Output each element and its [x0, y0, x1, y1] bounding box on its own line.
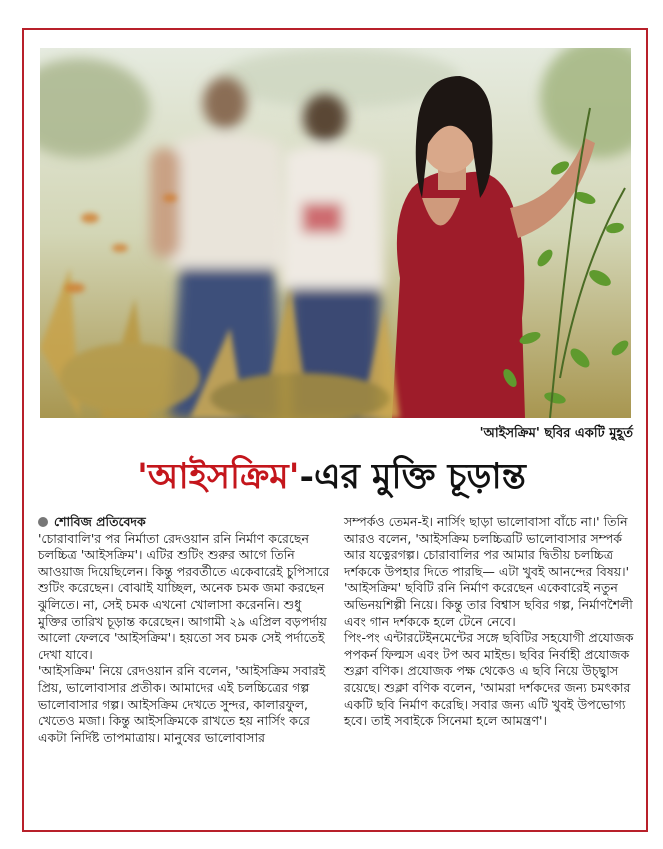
article-photo [40, 48, 631, 418]
right-column [344, 514, 639, 730]
right-paragraph: 'আইসক্রিম' ছবিটি রনি নির্মাণ করেছেন একেবারেই নতুন অভিনয়শিল্পী নিয়ে। কিন্তু তার বিশ্বাস ছবির গল্প, নির্মাণশৈলী এবং গান দর্শককে হলে টেনে নেবে। [344, 580, 633, 629]
filled-circle-icon [38, 517, 48, 527]
photo-caption: 'আইসক্রিম' ছবির একটি মুহূর্ত [479, 426, 633, 441]
right-paragraph: পিং-পং এন্টারটেইনমেন্টের সঙ্গে ছবিটির সহযোগী প্রযোজক পপকর্ন ফিল্মস এবং টপ অব মাইন্ড। ছবির নির্বাহী প্রযোজক শুক্লা বণিক। প্রযোজক পক্ষ থেকেও এ ছবি নিয়ে উচ্ছ্বাস রয়েছে। শুক্লা বণিক বলেন, 'আমরা দর্শকদের জন্য চমৎকার একটি ছবি নির্মাণ করেছি। সবার জন্য এটি খুবই উপভোগ্য হবে। তাই সবাইকে সিনেমা হলে আমন্ত্রণ'। [344, 630, 634, 729]
headline-rest: -এর মুক্তি চূড়ান্ত [299, 456, 526, 497]
left-paragraph: 'চোরাবালি'র পর নির্মাতা রেদওয়ান রনি নির্মাণ করেছেন চলচ্চিত্র 'আইসক্রিম'। এটির শুটিং শুরুর আগে তিনি আওয়াজ দিয়েছিলেন। কিন্তু পরবর্তীতে একেবারেই চুপিসারে শুটিং করেছেন। বোঝাই যাচ্ছিল, অনেক চমক জমা করছেন ঝুলিতে। না, সেই চমক এখনো খোলাসা করেননি। শুধু মুক্তির তারিখ চূড়ান্ত করেছেন। আগামী ২৯ এপ্রিল বড়পর্দায় আলো ফেলবে 'আইসক্রিম'। হয়তো সব চমক সেই পর্দাতেই দেখা যাবে। [38, 530, 330, 662]
left-paragraph: 'আইসক্রিম' নিয়ে রেদওয়ান রনি বলেন, 'আইসক্রিম সবারই প্রিয়, ভালোবাসার প্রতীক। আমাদের এই চলচ্চিত্রের গল্প ভালোবাসার গল্প। আইসক্রিম দেখতে সুন্দর, কালারফুল, খেতেও মজা। কিন্তু আইসক্রিমকে রাখতে হয় নার্সিং করে একটা নির্দিষ্ট তাপমাত্রায়। মানুষের ভালোবাসার [38, 663, 326, 745]
clipped-top-text-strip [0, 0, 663, 12]
headline-highlight: 'আইসক্রিম' [137, 456, 300, 497]
headline [24, 447, 639, 507]
right-paragraph: সম্পর্কও তেমন-ই। নার্সিং ছাড়া ভালোবাসা বাঁচে না।' তিনি আরও বলেন, 'আইসক্রিম চলচ্চিত্রটি ভালোবাসার সম্পর্ক আর যত্নেরগল্প। চোরাবালির পর আমার দ্বিতীয় চলচ্চিত্র দর্শককে উপহার দিতে পারছি— এটা খুবই আনন্দের বিষয়।' [344, 514, 630, 579]
byline: শোবিজ প্রতিবেদক [54, 514, 146, 529]
left-column [38, 514, 333, 746]
byline-line [38, 514, 333, 531]
photo-illustration [40, 48, 631, 418]
